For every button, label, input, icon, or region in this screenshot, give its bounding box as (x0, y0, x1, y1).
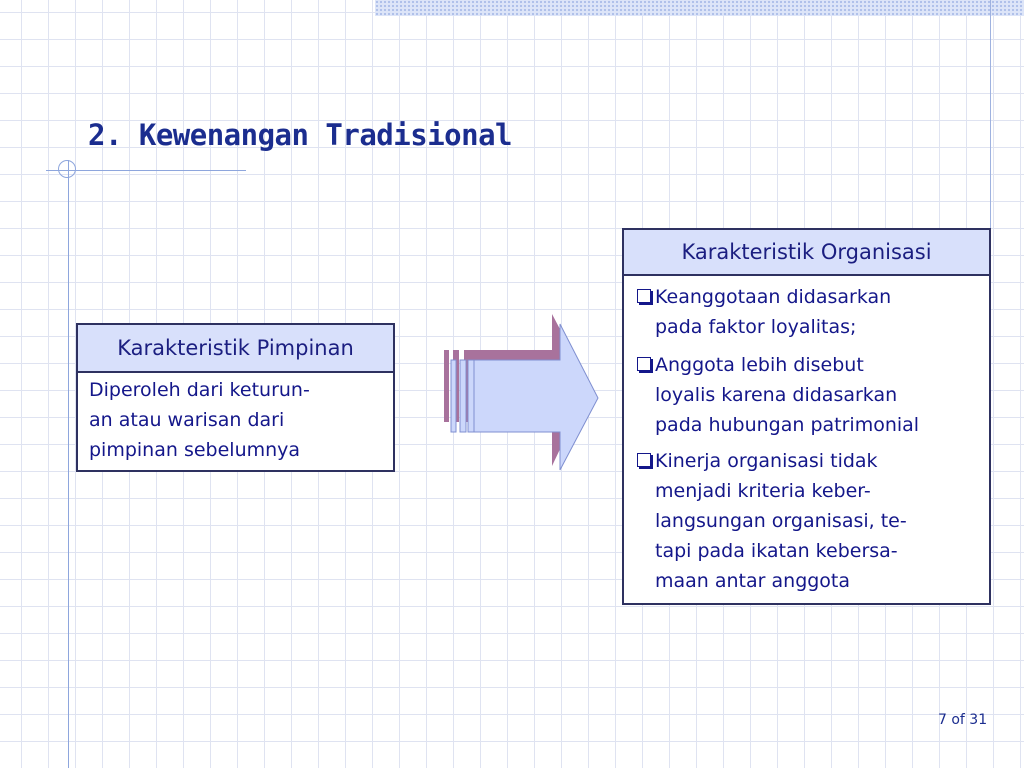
leader-text-line: Diperoleh dari keturun- (89, 379, 310, 401)
checkbox-bullet-icon (637, 453, 651, 467)
rule-crosshair-ring (58, 160, 76, 178)
bullet-text-line: pada hubungan patrimonial (655, 414, 920, 436)
checkbox-bullet-icon (637, 289, 651, 303)
bullet-text (655, 446, 985, 596)
bullet-text-line: langsungan organisasi, te- (655, 510, 907, 532)
organization-box-body (624, 276, 989, 596)
organization-bullet-item (637, 282, 985, 342)
bullet-text-line: menjadi kriteria keber- (655, 480, 871, 502)
organization-bullet-item (637, 446, 985, 596)
bullet-text-line: Anggota lebih disebut (655, 354, 864, 376)
bullet-text-line: pada faktor loyalitas; (655, 316, 857, 338)
bullet-text (655, 350, 985, 440)
slide-title: 2. Kewenangan Tradisional (88, 118, 512, 152)
leader-box-body (78, 373, 393, 465)
checkbox-bullet-icon (637, 357, 651, 371)
page-indicator: 7 of 31 (938, 712, 988, 728)
organization-characteristics-box (622, 228, 991, 605)
left-vertical-rule (68, 160, 69, 768)
bullet-text-line: Keanggotaan didasarkan (655, 286, 892, 308)
arrow-body (451, 324, 598, 470)
bullet-text-line: maan antar anggota (655, 570, 851, 592)
top-decorative-band (375, 0, 1024, 16)
organization-box-header: Karakteristik Organisasi (624, 230, 989, 276)
leader-text-line: an atau warisan dari (89, 409, 285, 431)
right-arrow-icon (440, 310, 600, 475)
bullet-text-line: Kinerja organisasi tidak (655, 450, 878, 472)
right-decorative-rule (990, 0, 991, 228)
bullet-text-line: loyalis karena didasarkan (655, 384, 898, 406)
title-underline-rule (46, 170, 246, 171)
bullet-text (655, 282, 985, 342)
bullet-text-line: tapi pada ikatan kebersa- (655, 540, 898, 562)
leader-characteristics-box (76, 323, 395, 472)
organization-bullet-item (637, 350, 985, 440)
leader-box-header: Karakteristik Pimpinan (78, 325, 393, 373)
leader-text-line: pimpinan sebelumnya (89, 439, 301, 461)
